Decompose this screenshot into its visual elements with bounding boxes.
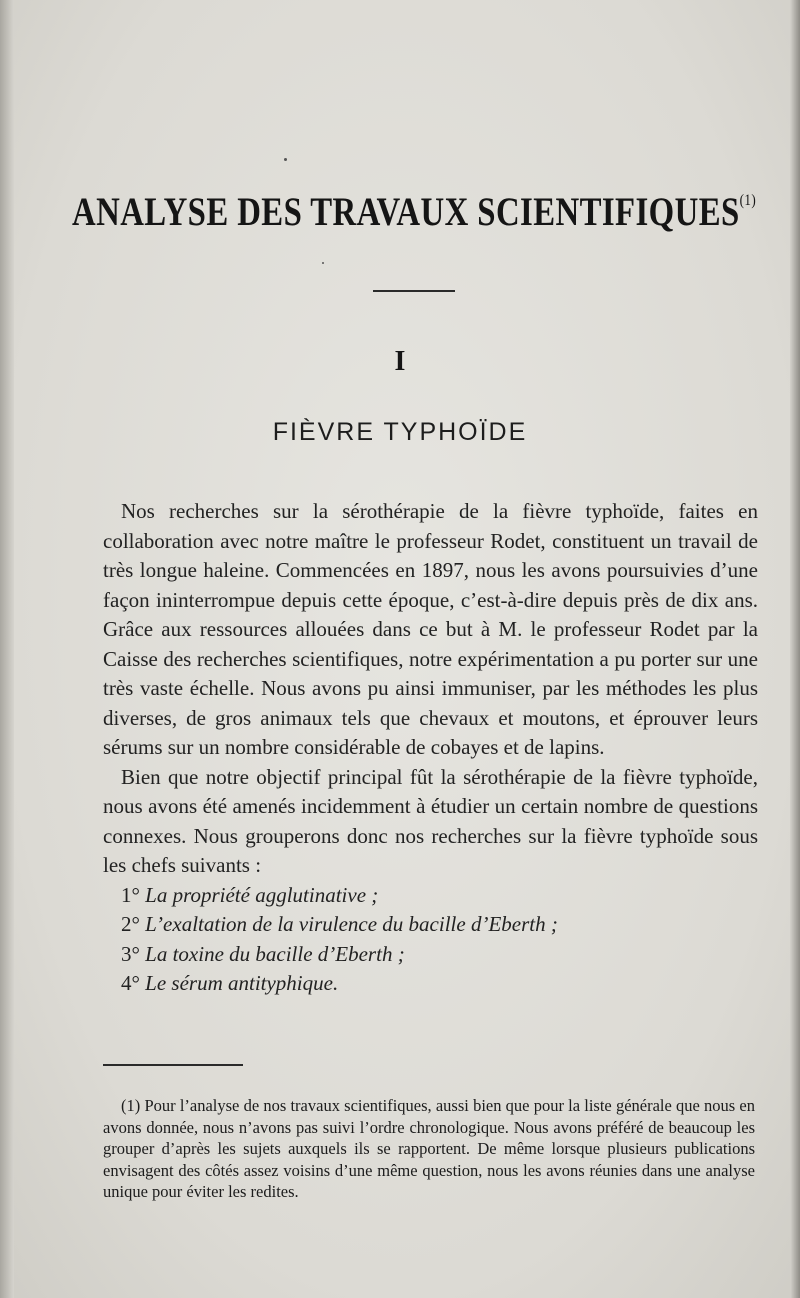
footnote-divider — [103, 1064, 243, 1066]
list-item: 3° La toxine du bacille d’Eberth ; — [121, 941, 405, 966]
body-text — [103, 497, 758, 999]
paragraph-1: Nos recherches sur la sérothérapie de la fièvre typhoïde, faites en collaboration avec notre maître le professeur Rodet, constituent un travail de très longue haleine. Commencées en 1897, nous les avons poursuivies d’une façon ininterrompue depuis cette époque, c’est-à-dire depuis près de dix ans. Grâce aux ressources allouées dans ce but à M. le professeur Rodet par la Caisse des recherches scientifiques, notre expérimentation a pu porter sur une très vaste échelle. Nous avons pu ainsi immuniser, par les méthodes les plus diverses, de gros animaux tels que chevaux et moutons, et éprouver leurs sérums sur un nombre considérable de cobayes et de lapins. — [103, 499, 758, 759]
page-edge-right — [790, 0, 800, 1298]
page-title-text: ANALYSE DES TRAVAUX SCIENTIFIQUES — [72, 189, 740, 234]
list-item: 2° L’exaltation de la virulence du bacille d’Eberth ; — [121, 912, 558, 936]
title-divider — [373, 290, 455, 292]
section-number: I — [394, 346, 406, 377]
page-edge-left — [0, 0, 14, 1298]
list-item: 1° La propriété agglutinative ; — [121, 882, 379, 907]
list-item: 4° Le sérum antityphique. — [121, 971, 339, 995]
print-speck — [322, 262, 324, 264]
print-speck — [284, 158, 287, 161]
footnote: (1) Pour l’analyse de nos travaux scientifiques, aussi bien que pour la liste générale que nous en avons donnée, nous n’avons pas suivi l’ordre chronologique. Nous avons préféré de beaucoup les grouper d’après les sujets auxquels ils se rapportent. De même lorsque plusieurs publications envisagent des côtés assez voisins d’une même question, nous les avons réunies dans une analyse unique pour éviter les redites. — [103, 1096, 755, 1202]
section-title: FIÈVRE TYPHOÏDE — [272, 418, 528, 446]
paragraph-2: Bien que notre objectif principal fût la sérothérapie de la fièvre typhoïde, nous avons été amenés incidemment à étudier un certain nombre de questions connexes. Nous grouperons donc nos recherches sur la fièvre typhoïde sous les chefs suivants : — [103, 764, 758, 877]
page-title — [72, 188, 757, 235]
title-footnote-ref: (1) — [739, 192, 757, 209]
topic-list — [103, 881, 758, 999]
